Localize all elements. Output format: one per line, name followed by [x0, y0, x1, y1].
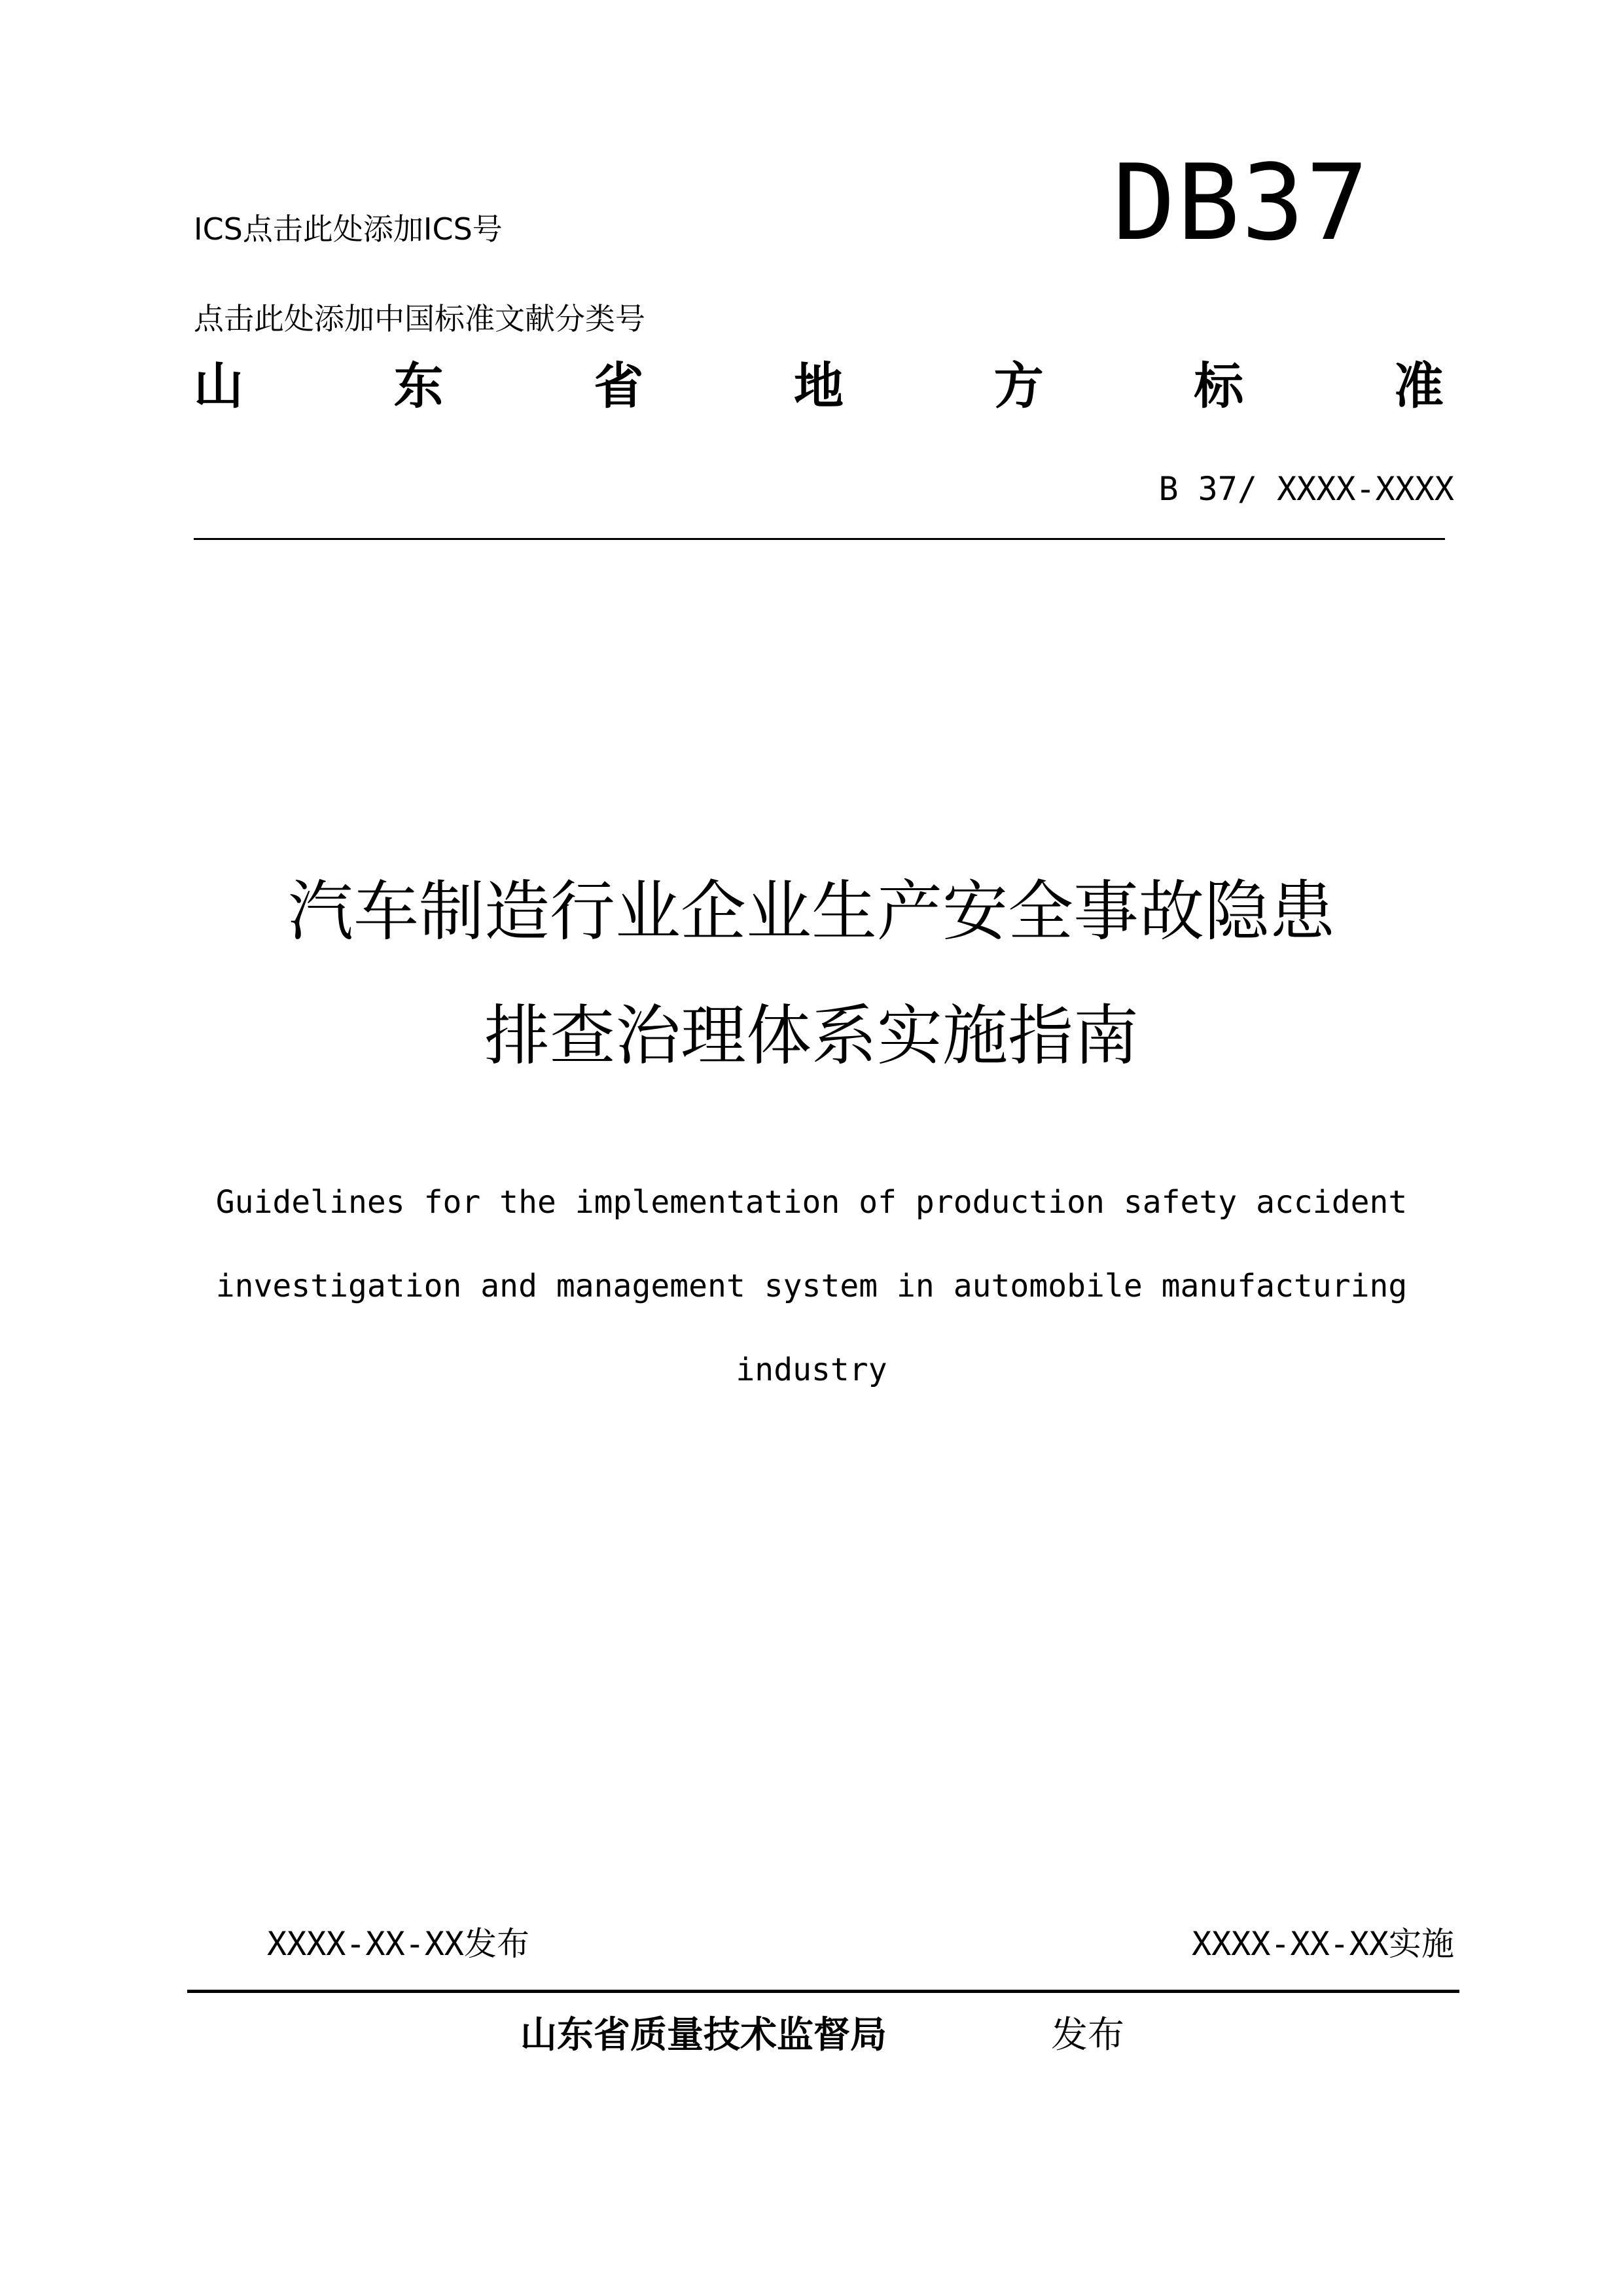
chinese-title-line: 排查治理体系实施指南: [484, 997, 1139, 1074]
db-standard-code: DB37: [1113, 141, 1370, 264]
footer-divider: [187, 1990, 1459, 1993]
chinese-title: [0, 850, 1623, 1098]
ics-number-placeholder[interactable]: ICS点击此处添加ICS号: [194, 211, 503, 247]
english-title: [209, 1160, 1414, 1412]
standard-type-char: 准: [1393, 357, 1444, 415]
issue-label: 发布: [1051, 2014, 1124, 2056]
english-title-line: Guidelines for the implementation of production safety accident: [215, 1184, 1408, 1221]
standard-type-heading: [194, 353, 1444, 419]
english-title-line: investigation and management system in automobile manufacturing: [215, 1268, 1408, 1304]
standard-type-char: 地: [793, 357, 844, 415]
header-divider: [194, 538, 1445, 540]
standard-type-char: 方: [993, 357, 1044, 415]
issuing-authority: 山东省质量技术监督局: [520, 2014, 887, 2056]
ccs-classification-placeholder[interactable]: 点击此处添加中国标准文献分类号: [194, 301, 645, 336]
publish-date: XXXX-XX-XX发布: [267, 1925, 530, 1963]
standard-type-char: 省: [594, 357, 644, 415]
english-title-line: industry: [736, 1352, 887, 1388]
standard-number: B 37/ XXXX-XXXX: [1158, 470, 1454, 508]
chinese-title-line: 汽车制造行业企业生产安全事故隐患: [288, 873, 1335, 950]
implement-date: XXXX-XX-XX实施: [1191, 1925, 1454, 1963]
standard-type-char: 东: [393, 357, 444, 415]
standard-type-char: 山: [194, 357, 243, 415]
standard-type-char: 标: [1194, 357, 1244, 415]
